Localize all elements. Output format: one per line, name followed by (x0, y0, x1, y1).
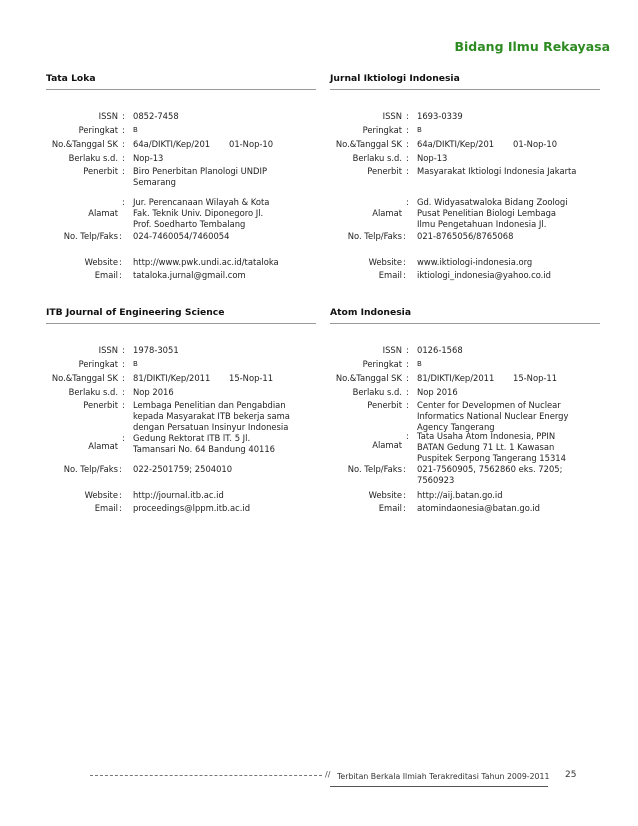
telp-value: 022-2501759; 2504010 (133, 464, 233, 474)
alamat-label: Alamat (88, 441, 118, 451)
peringkat-label: Peringkat (78, 359, 118, 369)
telp-value: 021-7560905, 7562860 eks. 7205; (417, 464, 563, 474)
berlaku-value: Nop 2016 (417, 387, 458, 397)
email-label: Email (94, 270, 118, 280)
journal-entry: Jurnal Iktiologi Indonesia ISSN : 1693-0339 Peringkat : B No.&Tanggal SK : 64a/DIKTI/Kep/201 01-Nop-10 Berlaku s.d. : Nop-13 Penerbit : Masyarakat Iktiologi Indonesia Jakarta : Gd. Widyasatwaloka Bidang Zoologi Pusat Penelitian Biologi Lembaga Alamat Ilmu Pengetahuan Indonesia Jl. No. Telp/Faks : 021-8765056/8765068 Website : www.iktiologi-indonesia.org Email : iktiologi_indonesia@yahoo.co.id (330, 73, 600, 84)
sk-value: 64a/DIKTI/Kep/201 (417, 139, 495, 149)
alamat-label: Alamat (372, 440, 402, 450)
issn-label: ISSN (382, 111, 402, 121)
penerbit-line: dengan Persatuan Insinyur Indonesia (133, 422, 289, 432)
sk-date: 15-Nop-11 (229, 373, 274, 383)
alamat-line: Puspitek Serpong Tangerang 15314 (417, 453, 566, 463)
sk-label: No.&Tanggal SK (51, 139, 118, 149)
issn-label: ISSN (382, 345, 402, 355)
telp-label: No. Telp/Faks (63, 231, 118, 241)
alamat-label: Alamat (88, 208, 118, 218)
penerbit-line: Center for Developmen of Nuclear (417, 400, 561, 410)
email-label: Email (94, 503, 118, 513)
website-label: Website (368, 490, 402, 500)
issn-label: ISSN (98, 111, 118, 121)
alamat-label: Alamat (372, 208, 402, 218)
footer-dashed-rule (90, 775, 322, 776)
website-label: Website (84, 490, 118, 500)
sk-value: 81/DIKTI/Kep/2011 (417, 373, 495, 383)
peringkat-label: Peringkat (362, 125, 402, 135)
telp-value-cont: 7560923 (417, 475, 455, 485)
penerbit-line: kepada Masyarakat ITB bekerja sama (133, 411, 290, 421)
peringkat-label: Peringkat (362, 359, 402, 369)
telp-value: 021-8765056/8765068 (417, 231, 514, 241)
email-label: Email (378, 503, 402, 513)
website-link[interactable]: http://aij.batan.go.id (417, 490, 503, 500)
journal-entry: Atom Indonesia ISSN : 0126-1568 Peringkat : B No.&Tanggal SK : 81/DIKTI/Kep/2011 15-Nop-11 Berlaku s.d. : Nop 2016 Penerbit : Center for Developmen of Nuclear Informatics National Nuclear Energy Agency Tangerang : Tata Usaha Atom Indonesia, PPIN Alamat BATAN Gedung 71 Lt. 1 Kawasan Puspitek Serpong Tangerang 15314 No. Telp/Faks : 021-7560905, 7562860 eks. 7205; 7560923 Website : http://aij.batan.go.id Email : atomindaonesia@batan.go.id (330, 307, 600, 318)
alamat-line: Tata Usaha Atom Indonesia, PPIN (417, 431, 556, 441)
berlaku-label: Berlaku s.d. (352, 153, 402, 163)
issn-value: 0852-7458 (133, 111, 179, 121)
page-number: 25 (565, 770, 577, 780)
journal-entry: Tata Loka ISSN : 0852-7458 Peringkat : B No.&Tanggal SK : 64a/DIKTI/Kep/201 01-Nop-10 Berlaku s.d. : Nop-13 Penerbit : Biro Penerbitan Planologi UNDIP Semarang : Jur. Perencanaan Wilayah & Kota Fak. Teknik Univ. Diponegoro Jl. Alamat Prof. Soedharto Tembalang No. Telp/Faks : 024-7460054/7460054 Website : http://www.pwk.undi.ac.id/tataloka Email : tataloka.jurnal@gmail.com (46, 73, 316, 84)
berlaku-value: Nop-13 (417, 153, 448, 163)
penerbit-label: Penerbit (83, 166, 118, 176)
alamat-line: BATAN Gedung 71 Lt. 1 Kawasan (417, 442, 555, 452)
journal-title: Atom Indonesia (330, 307, 412, 318)
telp-value: 024-7460054/7460054 (133, 231, 230, 241)
penerbit-label: Penerbit (367, 166, 402, 176)
alamat-line: Pusat Penelitian Biologi Lembaga (417, 208, 557, 218)
penerbit-line: Semarang (133, 177, 176, 187)
issn-value: 0126-1568 (417, 345, 463, 355)
peringkat-value: B (417, 126, 422, 134)
sk-label: No.&Tanggal SK (335, 139, 402, 149)
alamat-line: Prof. Soedharto Tembalang (133, 219, 246, 229)
berlaku-value: Nop-13 (133, 153, 164, 163)
journal-entry: ITB Journal of Engineering Science ISSN : 1978-3051 Peringkat : B No.&Tanggal SK : 81/DIKTI/Kep/2011 15-Nop-11 Berlaku s.d. : Nop 2016 Penerbit : Lembaga Penelitian dan Pengabdian kepada Masyarakat ITB bekerja sama dengan Persatuan Insinyur Indonesia : Gedung Rektorat ITB lT. 5 Jl. Alamat Tamansari No. 64 Bandung 40116 No. Telp/Faks : 022-2501759; 2504010 Website : http://journal.itb.ac.id Email : proceedings@lppm.itb.ac.id (46, 307, 316, 318)
peringkat-label: Peringkat (78, 125, 118, 135)
divider (330, 323, 600, 324)
issn-label: ISSN (98, 345, 118, 355)
penerbit-line: Agency Tangerang (417, 422, 495, 432)
alamat-line: Gedung Rektorat ITB lT. 5 Jl. (133, 433, 251, 443)
website-label: Website (368, 257, 402, 267)
penerbit-label: Penerbit (367, 400, 402, 410)
sk-date: 01-Nop-10 (513, 139, 558, 149)
alamat-line: Jur. Perencanaan Wilayah & Kota (133, 197, 270, 207)
website-link[interactable]: http://www.pwk.undi.ac.id/tataloka (133, 257, 279, 267)
website-label: Website (84, 257, 118, 267)
sk-date: 15-Nop-11 (513, 373, 558, 383)
journal-title: Jurnal Iktiologi Indonesia (330, 73, 460, 84)
berlaku-label: Berlaku s.d. (352, 387, 402, 397)
sk-label: No.&Tanggal SK (335, 373, 402, 383)
sk-value: 81/DIKTI/Kep/2011 (133, 373, 211, 383)
website-link[interactable]: http://journal.itb.ac.id (133, 490, 224, 500)
telp-label: No. Telp/Faks (347, 464, 402, 474)
alamat-line: Fak. Teknik Univ. Diponegoro Jl. (133, 208, 264, 218)
divider (46, 323, 316, 324)
email-link[interactable]: atomindaonesia@batan.go.id (417, 503, 540, 513)
telp-label: No. Telp/Faks (63, 464, 118, 474)
divider (330, 89, 600, 90)
alamat-line: Ilmu Pengetahuan Indonesia Jl. (417, 219, 547, 229)
sk-date: 01-Nop-10 (229, 139, 274, 149)
penerbit-line: Lembaga Penelitian dan Pengabdian (133, 400, 286, 410)
sk-value: 64a/DIKTI/Kep/201 (133, 139, 211, 149)
penerbit-line: Informatics National Nuclear Energy (417, 411, 569, 421)
peringkat-value: B (133, 126, 138, 134)
sk-label: No.&Tanggal SK (51, 373, 118, 383)
penerbit-line: Masyarakat Iktiologi Indonesia Jakarta (417, 166, 577, 176)
section-title: Bidang Ilmu Rekayasa (454, 39, 610, 54)
email-link[interactable]: proceedings@lppm.itb.ac.id (133, 503, 251, 513)
berlaku-label: Berlaku s.d. (68, 387, 118, 397)
colon: : (122, 111, 125, 121)
footer-slash: // (325, 770, 331, 779)
footer-text: Terbitan Berkala Ilmiah Terakreditasi Tahun 2009-2011 (337, 772, 550, 781)
footer-rule (330, 786, 548, 787)
issn-value: 1978-3051 (133, 345, 179, 355)
berlaku-label: Berlaku s.d. (68, 153, 118, 163)
email-link[interactable]: iktiologi_indonesia@yahoo.co.id (417, 270, 551, 280)
alamat-line: Gd. Widyasatwaloka Bidang Zoologi (417, 197, 568, 207)
email-link[interactable]: tataloka.jurnal@gmail.com (133, 270, 246, 280)
issn-value: 1693-0339 (417, 111, 463, 121)
peringkat-value: B (133, 360, 138, 368)
journal-title: ITB Journal of Engineering Science (46, 307, 225, 318)
alamat-line: Tamansari No. 64 Bandung 40116 (133, 444, 276, 454)
telp-label: No. Telp/Faks (347, 231, 402, 241)
email-label: Email (378, 270, 402, 280)
website-link[interactable]: www.iktiologi-indonesia.org (417, 257, 533, 267)
peringkat-value: B (417, 360, 422, 368)
divider (46, 89, 316, 90)
journal-title: Tata Loka (46, 73, 96, 84)
penerbit-line: Biro Penerbitan Planologi UNDIP (133, 166, 268, 176)
berlaku-value: Nop 2016 (133, 387, 174, 397)
penerbit-label: Penerbit (83, 400, 118, 410)
